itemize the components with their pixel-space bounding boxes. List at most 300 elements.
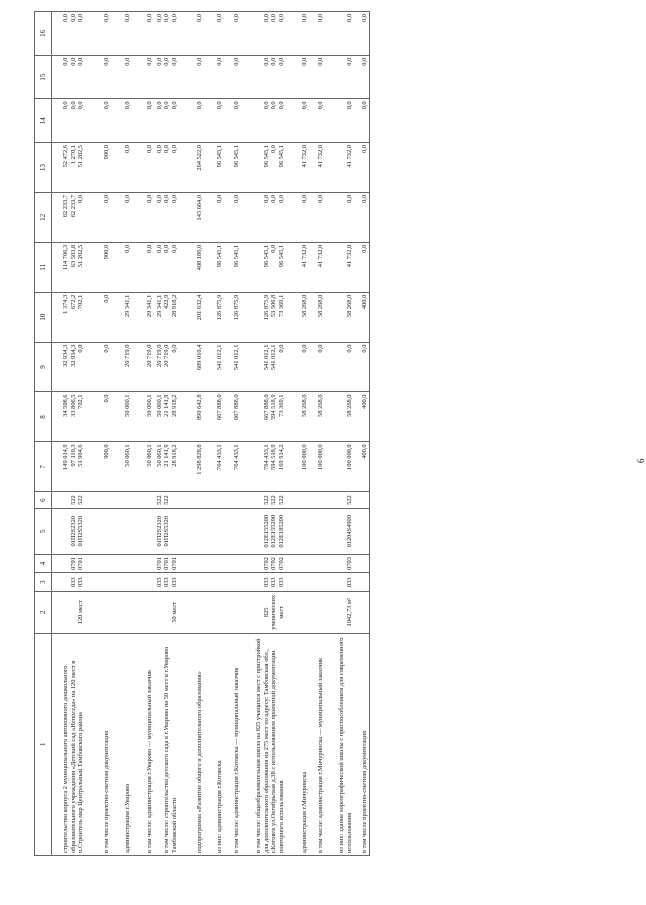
cell-c13: [324, 143, 353, 193]
row-name: в том числе проектно-сметная документация: [353, 633, 369, 855]
cell-value: 0,0: [196, 14, 204, 22]
cell-value: 0,0: [270, 145, 278, 154]
cell-c13: [85, 143, 111, 193]
cell-value: 0,0: [215, 101, 223, 110]
header-cell-10: 10: [35, 292, 52, 342]
table-row: [324, 12, 353, 856]
cell-value: 50 060,1: [155, 444, 163, 467]
row-capacity: [178, 592, 204, 634]
cell-c11: [285, 242, 309, 292]
cell-value: 96 545,1: [262, 244, 270, 268]
table-body: [52, 12, 370, 856]
cell-value: 0,0: [301, 57, 309, 66]
cell-c10: [110, 292, 132, 342]
header-cell-2: 2: [35, 592, 52, 634]
cell-value: 0,0: [277, 101, 285, 110]
cell-value: 41 732,0: [316, 244, 324, 268]
cell-value: 201 632,4: [196, 294, 204, 321]
cell-value: 0,0: [163, 101, 171, 110]
cell-c10: [204, 292, 224, 342]
cell-sec: [285, 554, 309, 573]
cell-vr: [110, 492, 132, 509]
cell-c8: [285, 392, 309, 442]
cell-value: 0701: [163, 557, 171, 570]
cell-value: 0,0: [361, 14, 369, 22]
row-name: в том числе: администрация г.Котовска — муниципальный заказчик: [223, 633, 241, 855]
cell-c16: [324, 12, 353, 56]
cell-value: 033: [77, 577, 85, 587]
cell-c9: [285, 342, 309, 392]
cell-value: 0,0: [301, 101, 309, 110]
cell-c7: [110, 442, 132, 492]
cell-csr: [285, 508, 309, 554]
cell-c14: [85, 99, 111, 143]
row-capacity: [309, 592, 325, 634]
cell-admin: [204, 573, 224, 592]
cell-value: 96 545,1: [215, 145, 223, 168]
cell-value: 01П2S2320: [69, 515, 77, 547]
cell-value: 0,0: [102, 294, 110, 303]
cell-c7: [178, 442, 204, 492]
cell-c15: [153, 55, 178, 99]
cell-csr: [153, 508, 178, 554]
cell-c15: [85, 55, 111, 99]
cell-c11: [324, 242, 353, 292]
cell-c15: [285, 55, 309, 99]
cell-sec: [110, 554, 132, 573]
cell-value: 522: [77, 495, 85, 505]
cell-value: 667 888,0: [262, 394, 270, 421]
cell-value: 50 060,1: [124, 394, 132, 417]
cell-value: 522: [163, 495, 171, 505]
cell-value: 033: [262, 577, 270, 587]
cell-admin: [153, 573, 178, 592]
cell-value: 0,0: [345, 101, 353, 110]
cell-value: 28 918,2: [170, 394, 178, 417]
cell-c7: [52, 442, 85, 492]
cell-c10: [309, 292, 325, 342]
cell-c12: [178, 192, 204, 242]
cell-c8: [204, 392, 224, 442]
cell-value: 0,0: [316, 14, 324, 22]
header-cell-6: 6: [35, 492, 52, 509]
cell-value: 28 918,2: [170, 444, 178, 467]
cell-value: 0,0: [316, 101, 324, 110]
cell-csr: [309, 508, 325, 554]
cell-c8: [85, 392, 111, 442]
cell-value: 702,1: [77, 394, 85, 409]
cell-value: 689 010,4: [196, 344, 204, 371]
cell-value: 0,0: [361, 244, 369, 253]
cell-value: 0,0: [102, 344, 110, 353]
cell-vr: [285, 492, 309, 509]
cell-c7: [153, 442, 178, 492]
cell-admin: [132, 573, 154, 592]
cell-c10: [223, 292, 241, 342]
cell-value: 0,0: [155, 14, 163, 22]
cell-vr: [153, 492, 178, 509]
cell-value: 29 341,1: [145, 294, 153, 318]
cell-c13: [353, 143, 369, 193]
cell-value: 0,0: [124, 194, 132, 203]
cell-value: 0,0: [69, 101, 77, 110]
cell-value: 522: [345, 495, 353, 505]
cell-admin: [353, 573, 369, 592]
header-cell-14: 14: [35, 99, 52, 143]
cell-value: 0,0: [215, 14, 223, 22]
cell-value: 764 433,1: [262, 444, 270, 470]
header-cell-9: 9: [35, 342, 52, 392]
cell-value: 0,0: [155, 101, 163, 110]
cell-value: 900,0: [102, 145, 110, 160]
cell-c13: [132, 143, 154, 193]
cell-value: 900,0: [102, 444, 110, 459]
cell-value: 126 875,9: [215, 294, 223, 321]
cell-value: 50 060,1: [145, 444, 153, 467]
cell-value: 62 233,7: [69, 194, 77, 218]
cell-c10: [52, 292, 85, 342]
cell-value: 0,0: [170, 344, 178, 353]
cell-c16: [309, 12, 325, 56]
cell-value: 114 706,3: [62, 244, 69, 271]
cell-value: 0,0: [145, 14, 153, 22]
cell-csr: [324, 508, 353, 554]
cell-value: 0,0: [170, 194, 178, 203]
cell-value: 21 141,9: [163, 394, 171, 417]
cell-c16: [353, 12, 369, 56]
cell-value: 667 888,0: [215, 394, 223, 421]
cell-csr: [85, 508, 111, 554]
header-cell-3: 3: [35, 573, 52, 592]
row-capacity: [132, 592, 154, 634]
cell-sec: [178, 554, 204, 573]
cell-sec: [85, 554, 111, 573]
cell-value: 0,0: [62, 14, 69, 22]
cell-c14: [223, 99, 241, 143]
cell-value: 0,0: [170, 101, 178, 110]
cell-value: 32 934,3: [69, 344, 77, 367]
header-cell-15: 15: [35, 55, 52, 99]
cell-value: 0,0: [155, 145, 163, 154]
cell-value: 41 732,0: [345, 145, 353, 168]
cell-c9: [132, 342, 154, 392]
cell-admin: [178, 573, 204, 592]
cell-vr: [178, 492, 204, 509]
cell-value: 0,0: [233, 14, 241, 22]
cell-value: 541 012,1: [233, 344, 241, 371]
cell-value: 0,0: [124, 145, 132, 154]
row-capacity: 50 мест: [153, 592, 178, 634]
cell-c14: [353, 99, 369, 143]
row-name: администрация г.Мичуринска: [285, 633, 309, 855]
cell-value: 0,0: [277, 344, 285, 353]
cell-value: 28 918,2: [170, 294, 178, 318]
row-capacity: [110, 592, 132, 634]
cell-value: 58 268,0: [345, 394, 353, 417]
cell-value: 702,1: [77, 294, 85, 310]
cell-vr: [132, 492, 154, 509]
cell-value: 0,0: [361, 194, 369, 203]
table-row: [132, 12, 154, 856]
cell-value: 0701: [170, 557, 178, 570]
cell-c12: [153, 192, 178, 242]
cell-value: 0,0: [262, 57, 270, 66]
cell-c7: [223, 442, 241, 492]
cell-value: 126 875,9: [262, 294, 270, 321]
header-cell-12: 12: [35, 192, 52, 242]
cell-c12: [324, 192, 353, 242]
cell-c15: [204, 55, 224, 99]
cell-value: 522: [270, 495, 278, 505]
cell-value: 0,0: [277, 14, 285, 22]
cell-c8: [353, 392, 369, 442]
cell-c11: [223, 242, 241, 292]
header-cell-5: 5: [35, 508, 52, 554]
cell-c16: [153, 12, 178, 56]
cell-value: 0,0: [69, 14, 77, 22]
cell-value: 033: [170, 577, 178, 587]
cell-value: 0,0: [301, 14, 309, 22]
cell-value: 143 664,0: [196, 194, 204, 221]
cell-value: 0,0: [124, 101, 132, 110]
cell-value: 541 012,1: [262, 344, 270, 371]
cell-c14: [110, 99, 132, 143]
cell-c16: [132, 12, 154, 56]
cell-value: 0,0: [361, 145, 369, 154]
table-row: [178, 12, 204, 856]
table-row: [153, 12, 178, 856]
cell-vr: [241, 492, 285, 509]
cell-csr: [178, 508, 204, 554]
cell-value: 0701: [155, 557, 163, 570]
cell-value: 0,0: [77, 194, 85, 203]
cell-sec: [223, 554, 241, 573]
cell-c9: [85, 342, 111, 392]
cell-value: 41 732,0: [301, 244, 309, 268]
header-row: [35, 12, 52, 856]
cell-c8: [178, 392, 204, 442]
cell-c7: [204, 442, 224, 492]
cell-value: 033: [69, 577, 77, 587]
cell-c14: [285, 99, 309, 143]
cell-admin: [85, 573, 111, 592]
cell-c7: [132, 442, 154, 492]
cell-c11: [309, 242, 325, 292]
cell-value: 0,0: [262, 101, 270, 110]
cell-c9: [241, 342, 285, 392]
cell-value: 20 719,0: [163, 344, 171, 367]
table-row: [52, 12, 85, 856]
row-name: из них: администрация г.Котовска: [204, 633, 224, 855]
cell-value: 0,0: [102, 101, 110, 110]
cell-c11: [353, 242, 369, 292]
cell-c13: [285, 143, 309, 193]
row-name: в том числе: администрация г.Мичуринска — муниципальный заказчик: [309, 633, 325, 855]
cell-c14: [241, 99, 285, 143]
header-cell-8: 8: [35, 392, 52, 442]
cell-value: 32 934,3: [62, 344, 69, 367]
cell-value: 0,0: [124, 14, 132, 22]
cell-value: 0,0: [62, 101, 69, 110]
cell-c12: [52, 192, 85, 242]
cell-value: 0,0: [102, 194, 110, 203]
cell-c16: [285, 12, 309, 56]
table-row: [353, 12, 369, 856]
cell-c15: [132, 55, 154, 99]
cell-c7: [309, 442, 325, 492]
cell-c11: [204, 242, 224, 292]
cell-value: 0,0: [270, 57, 278, 66]
row-name: в том числе: администрация г.Уварово — муниципальный заказчик: [132, 633, 154, 855]
cell-c7: [324, 442, 353, 492]
cell-c8: [132, 392, 154, 442]
cell-c12: [110, 192, 132, 242]
cell-value: 96 545,1: [277, 145, 285, 168]
cell-value: 764 433,1: [215, 444, 223, 470]
cell-value: 33 806,5: [69, 394, 77, 417]
cell-c10: [241, 292, 285, 342]
cell-c13: [204, 143, 224, 193]
cell-value: 0,0: [316, 57, 324, 66]
cell-c13: [309, 143, 325, 193]
cell-value: 400,0: [361, 394, 369, 409]
cell-c13: [223, 143, 241, 193]
cell-value: 0,0: [163, 244, 171, 253]
cell-value: 033: [163, 577, 171, 587]
cell-value: 0,0: [345, 57, 353, 66]
cell-value: 522: [262, 495, 270, 505]
cell-value: 96 545,1: [262, 145, 270, 168]
cell-c12: [85, 192, 111, 242]
cell-value: 0,0: [270, 14, 278, 22]
cell-value: 0,0: [215, 194, 223, 203]
cell-value: 50 060,1: [145, 394, 153, 417]
cell-sec: [241, 554, 285, 573]
cell-value: 41 732,0: [301, 145, 309, 168]
row-capacity: [204, 592, 224, 634]
cell-value: 58 268,0: [316, 394, 324, 417]
cell-csr: [223, 508, 241, 554]
cell-c8: [223, 392, 241, 442]
cell-c14: [324, 99, 353, 143]
cell-value: 62 233,7: [62, 194, 69, 218]
cell-value: 0,0: [155, 244, 163, 253]
cell-c16: [52, 12, 85, 56]
table-row: [309, 12, 325, 856]
cell-c11: [110, 242, 132, 292]
cell-value: 400,0: [361, 294, 369, 310]
cell-c13: [178, 143, 204, 193]
cell-value: 73 369,1: [277, 294, 285, 318]
cell-value: 0,0: [345, 14, 353, 22]
cell-sec: [353, 554, 369, 573]
cell-csr: [241, 508, 285, 554]
cell-value: 0,0: [77, 101, 85, 110]
cell-c14: [153, 99, 178, 143]
cell-value: 41 732,0: [316, 145, 324, 168]
cell-value: 20 719,0: [145, 344, 153, 367]
header-cell-4: 4: [35, 554, 52, 573]
cell-value: 0,0: [163, 145, 171, 154]
cell-c13: [153, 143, 178, 193]
cell-csr: [52, 508, 85, 554]
cell-c12: [353, 192, 369, 242]
cell-value: 50 060,1: [155, 394, 163, 417]
cell-c12: [309, 192, 325, 242]
table-row: [110, 12, 132, 856]
row-capacity: [85, 592, 111, 634]
cell-c10: [324, 292, 353, 342]
cell-value: 63 503,8: [69, 244, 77, 268]
cell-c10: [285, 292, 309, 342]
cell-value: 58 268,0: [316, 294, 324, 318]
cell-value: 53 506,8: [270, 294, 278, 318]
cell-c16: [241, 12, 285, 56]
cell-c11: [178, 242, 204, 292]
cell-c8: [241, 392, 285, 442]
cell-value: 21 141,9: [163, 444, 171, 467]
cell-value: 51 202,5: [77, 244, 85, 268]
cell-value: 0701: [77, 557, 85, 570]
table-row: [85, 12, 111, 856]
cell-value: 0,0: [233, 57, 241, 66]
cell-sec: [204, 554, 224, 573]
cell-csr: [353, 508, 369, 554]
cell-c15: [309, 55, 325, 99]
cell-c9: [52, 342, 85, 392]
cell-value: 522: [277, 495, 285, 505]
cell-value: 0,0: [262, 194, 270, 203]
cell-c15: [241, 55, 285, 99]
cell-csr: [204, 508, 224, 554]
cell-value: 0,0: [124, 244, 132, 253]
cell-vr: [353, 492, 369, 509]
cell-c10: [132, 292, 154, 342]
cell-vr: [85, 492, 111, 509]
cell-c9: [110, 342, 132, 392]
cell-c15: [52, 55, 85, 99]
cell-c15: [178, 55, 204, 99]
row-name: в том числе: строительство детского сада в г.Уварово на 50 мест в г.Уварово Тамбовской области: [153, 633, 178, 855]
cell-value: 100 000,0: [316, 444, 324, 470]
cell-value: 0,0: [124, 57, 132, 66]
cell-value: 1 298 828,8: [196, 444, 204, 475]
table-row: [223, 12, 241, 856]
cell-value: 0702: [270, 557, 278, 570]
cell-value: 0,0: [196, 57, 204, 66]
page-number: 6: [636, 458, 646, 463]
cell-c14: [178, 99, 204, 143]
cell-c16: [223, 12, 241, 56]
cell-value: 01204S4900: [345, 515, 353, 548]
cell-admin: [324, 573, 353, 592]
cell-value: 58 268,0: [345, 294, 353, 318]
cell-c14: [309, 99, 325, 143]
row-name: строительство корпуса 2 муниципального автономного дошкольного образовательного учреждения «Детский сад «Непоседа» на 120 мест в п.Строитель мкр Центральный Тамбовского района: [52, 633, 85, 855]
cell-value: 0,0: [170, 145, 178, 154]
cell-value: 96 545,1: [215, 244, 223, 268]
cell-c9: [204, 342, 224, 392]
cell-value: 0,0: [361, 57, 369, 66]
cell-value: 0,0: [163, 14, 171, 22]
cell-c14: [204, 99, 224, 143]
cell-value: 0,0: [77, 14, 85, 22]
table-row: [204, 12, 224, 856]
cell-value: 0,0: [62, 57, 69, 66]
row-name: в том числе: общеобразовательная школа на 825 учащихся мест с пристройкой для дополнительного образования на 275 мест по адресу: Тамбовская обл., г.Котовск ул.Октябрьская д.38 с использованием проектной документации повторного использования: [241, 633, 285, 855]
cell-admin: [309, 573, 325, 592]
cell-c16: [204, 12, 224, 56]
